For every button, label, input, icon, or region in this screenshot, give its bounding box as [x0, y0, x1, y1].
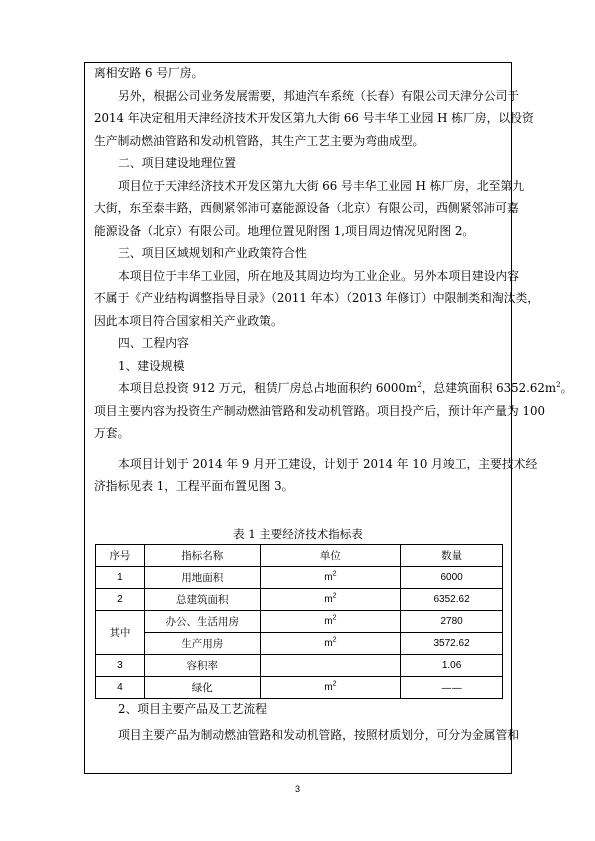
page-number: 3: [294, 784, 300, 794]
cell-no: 3: [96, 655, 145, 677]
after-table-text: [94, 698, 520, 746]
cell-no: 其中: [96, 611, 145, 655]
cell-unit: [260, 655, 401, 677]
text-line: 因此本项目符合国家相关产业政策。: [94, 313, 283, 328]
table-header: 数量: [401, 545, 503, 567]
text-line: 另外，根据公司业务发展需要，邦迪汽车系统（长春）有限公司天津分公司于: [118, 88, 520, 103]
cell-value: 6352.62: [401, 589, 503, 611]
table-row: [96, 633, 503, 655]
cell-unit: $m^2$: [260, 633, 401, 655]
cell-value: 1.06: [401, 655, 503, 677]
text-line: 项目主要内容为投资生产制动燃油管路和发动机管路。项目投产后，预计年产量为 100: [94, 403, 545, 418]
text-line: 离相安路 6 号厂房。: [94, 66, 204, 80]
cell-value: ——: [401, 677, 503, 699]
table-row: [96, 611, 503, 633]
text-line: 项目主要产品为制动燃油管路和发动机管路，按照材质划分，可分为金属管和: [118, 727, 520, 742]
subsection-heading: 1、建设规模: [118, 358, 185, 373]
table-header: 单位: [260, 545, 401, 567]
cell-name: 办公、生活用房: [144, 611, 260, 633]
text-line: 生产制动燃油管路和发动机管路，其生产工艺主要为弯曲成型。: [94, 133, 425, 148]
table-header-row: [96, 545, 503, 567]
cell-value: 6000: [401, 567, 503, 589]
text-line: 能源设备（北京）有限公司。地理位置见附图 1,项目周边情况见附图 2。: [94, 223, 475, 238]
cell-value: 3572.62: [401, 633, 503, 655]
cell-name: 生产用房: [144, 633, 260, 655]
cell-unit: $m^2$: [260, 677, 401, 699]
cell-unit: $m^2$: [260, 611, 401, 633]
table-header: 指标名称: [144, 545, 260, 567]
cell-no: 4: [96, 677, 145, 699]
cell-unit: $m^2$: [260, 567, 401, 589]
text-line: 项目位于天津经济技术开发区第九大街 66 号丰华工业园 H 栋厂房，北至第九: [118, 178, 525, 193]
section-heading: 二、项目建设地理位置: [118, 156, 236, 170]
table-header: 序号: [96, 545, 145, 567]
cell-unit: $m^2$: [260, 589, 401, 611]
text-line: 本项目计划于 2014 年 9 月开工建设，计划于 2014 年 10 月竣工，主要技术经: [118, 456, 538, 471]
body-text: [94, 62, 573, 498]
text-line: 本项目位于丰华工业园，所在地及其周边均为工业企业。另外本项目建设内容: [118, 268, 520, 283]
text-line: 本项目总投资 912 万元，租赁厂房总占地面积约 $6000m^2$，总建筑面积 $6352.62m^2$。: [118, 381, 573, 395]
text-line: 万套。: [94, 426, 130, 440]
text-line: 大街，东至泰丰路，西侧紧邻沛可嘉能源设备（北京）有限公司，西侧紧邻沛可嘉: [94, 201, 519, 215]
cell-no: 2: [96, 589, 145, 611]
cell-name: 总建筑面积: [144, 589, 260, 611]
table-row: [96, 567, 503, 589]
table-row: [96, 589, 503, 611]
subsection-heading: 2、项目主要产品及工艺流程: [118, 702, 268, 716]
cell-value: 2780: [401, 611, 503, 633]
cell-name: 绿化: [144, 677, 260, 699]
cell-name: 容积率: [144, 655, 260, 677]
section-heading: 三、项目区域规划和产业政策符合性: [118, 246, 307, 260]
indicator-table: [95, 544, 503, 699]
text-line: 不属于《产业结构调整指导目录》（2011 年本）（2013 年修订）中限制类和淘汰类，: [94, 291, 540, 305]
table-row: [96, 655, 503, 677]
table-caption: 表 1 主要经济技术指标表: [233, 527, 363, 541]
spacer: [94, 445, 508, 453]
section-heading: 四、工程内容: [118, 336, 189, 350]
text-line: 2014 年决定租用天津经济技术开发区第九大街 66 号丰华工业园 H 栋厂房，以投资: [94, 111, 534, 125]
table-row: [96, 677, 503, 699]
cell-no: 1: [96, 567, 145, 589]
cell-name: 用地面积: [144, 567, 260, 589]
text-line: 济指标见表 1，工程平面布置见图 3。: [94, 479, 294, 493]
